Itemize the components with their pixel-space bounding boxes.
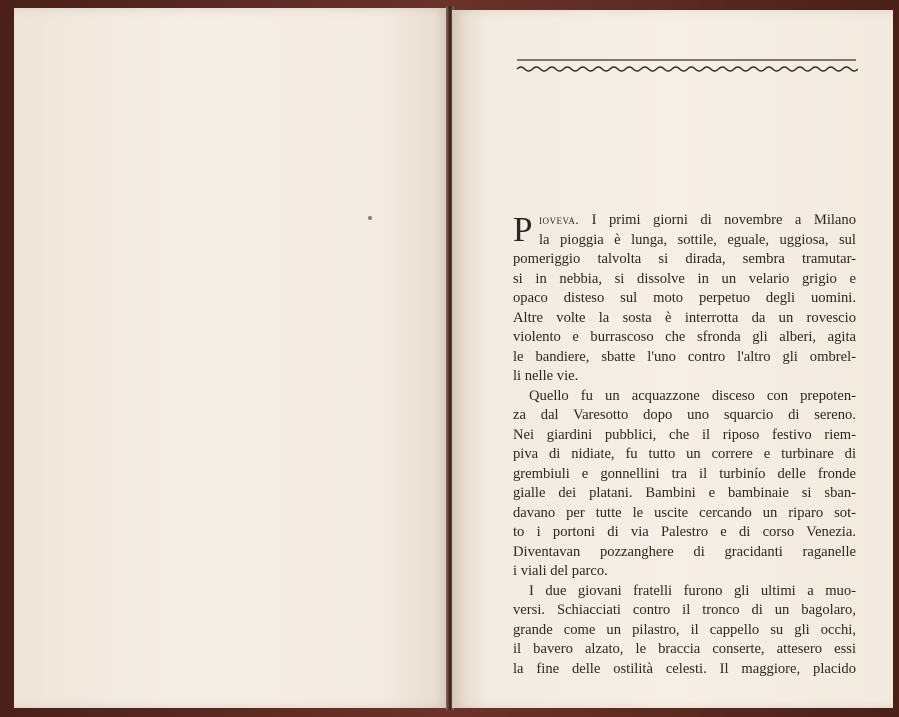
body-text [513, 210, 856, 679]
paragraph-2-line-6: gialle dei platani. Bambini e bambinaie si sban- [513, 485, 856, 501]
paragraph-3-line-4: il bavero alzato, le braccia conserte, attesero essi [513, 641, 856, 657]
paragraph-2-line-9: Diventavan pozzanghere di gracidanti raganelle [513, 543, 856, 560]
paragraph-2-line-5: grembiuli e gonnellini tra il turbinío delle fronde [513, 465, 856, 482]
ornament-wave [517, 67, 858, 71]
lead-smallcaps: ioveva. [539, 212, 580, 227]
paragraph-2-line-1: Quello fu un acquazzone disceso con prepoten- [529, 387, 856, 404]
paragraph-1-line-9: li nelle vie. [513, 368, 579, 384]
paragraph-1-line-7: violento e burrascoso che sfronda gli alberi, agita [513, 329, 856, 345]
paragraph-1-line-5: opaco disteso sul moto perpetuo degli uomini. [513, 290, 856, 306]
paragraph-2-line-10: i viali del parco. [513, 563, 608, 579]
paragraph-2-line-2: za dal Varesotto dopo uno squarcio di sereno. [513, 407, 856, 423]
paragraph-2-line-3: Nei giardini pubblici, che il riposo festivo riem- [513, 426, 856, 443]
wavy-rule-ornament [515, 57, 858, 75]
drop-cap: P [513, 210, 533, 249]
paragraph-3-line-3: grande come un pilastro, il cappello su gli occhi, [513, 621, 856, 638]
paragraph-2-line-4: piva di nidiate, fu tutto un correre e turbinare di [513, 446, 856, 462]
paper-speck [368, 216, 372, 220]
paragraph-3-line-5: la fine delle ostilità celesti. Il maggiore, placido [513, 660, 856, 677]
paragraph-1-line-8: le bandiere, sbatte l'uno contro l'altro gli ombrel- [513, 348, 856, 365]
paragraph-1-line-6: Altre volte la sosta è interrotta da un rovescio [513, 309, 856, 326]
paragraph-2-line-7: davano per tutte le uscite cercando un riparo sot- [513, 504, 856, 521]
left-page-blank [14, 8, 448, 708]
paragraph-1-line-1: P ioveva. I primi giorni di novembre a Milano [513, 210, 856, 249]
paragraph-1-line-2: la pioggia è lunga, sottile, eguale, uggiosa, sul [539, 231, 856, 248]
paragraph-3-line-1: I due giovani fratelli furono gli ultimi a muo- [529, 582, 856, 599]
paragraph-1-line-3: pomeriggio talvolta si dirada, sembra tramutar- [513, 251, 856, 267]
paragraph-1-line-4: si in nebbia, si dissolve in un velario grigio e [513, 270, 856, 287]
paragraph-2-line-8: to i portoni di via Palestro e di corso Venezia. [513, 524, 856, 540]
paragraph-3-line-2: versi. Schiacciati contro il tronco di un bagolaro, [513, 602, 856, 618]
